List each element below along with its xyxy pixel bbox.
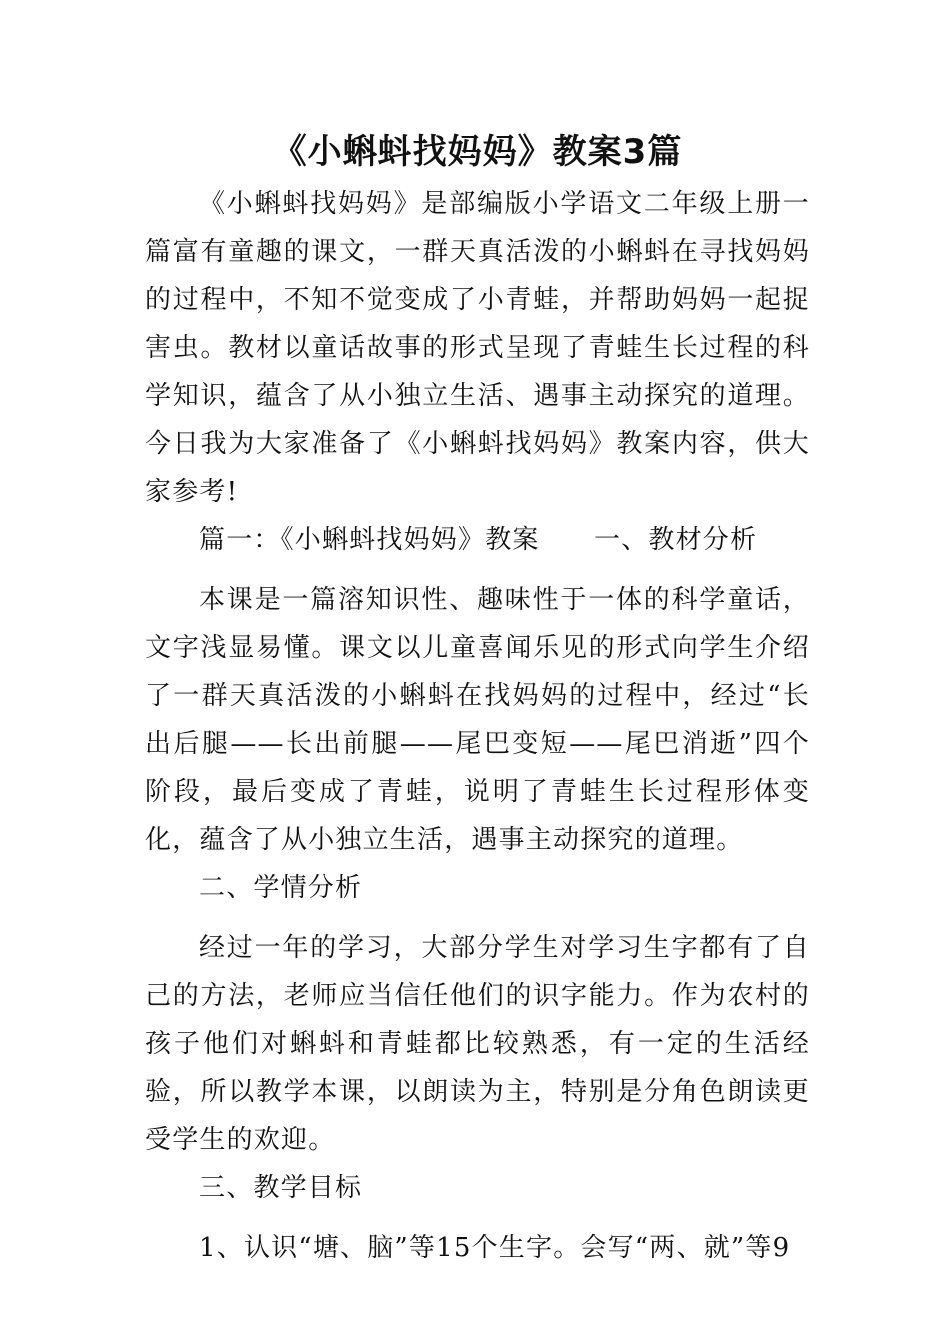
section-three-item-one: 1、认识“塘、脑”等15个生字。会写“两、就”等9 xyxy=(199,1233,791,1263)
section-two-heading: 二、学情分析 xyxy=(199,873,363,903)
section-one-paragraph: 本课是一篇溶知识性、趣味性于一体的科学童话，文字浅显易懂。课文以儿童喜闻乐见的形式向学生介绍了一群天真活泼的小蝌蚪在找妈妈的过程中，经过“长出后腿——长出前腿——尾巴变短——尾巴消逝”四个阶段，最后变成了青蛙，说明了青蛙生长过程形体变化，蕴含了从小独立生活，遇事主动探究的道理。 xyxy=(145,585,810,855)
document-title: 《小蝌蚪找妈妈》教案3篇 xyxy=(272,132,683,172)
intro-paragraph: 《小蝌蚪找妈妈》是部编版小学语文二年级上册一篇富有童趣的课文，一群天真活泼的小蝌蚪在寻找妈妈的过程中，不知不觉变成了小青蛙，并帮助妈妈一起捉害虫。教材以童话故事的形式呈现了青蛙生长过程的科学知识，蕴含了从小独立生活、遇事主动探究的道理。今日我为大家准备了《小蝌蚪找妈妈》教案内容，供大家参考! xyxy=(145,189,810,507)
section-three-heading: 三、教学目标 xyxy=(199,1173,363,1203)
section-one-heading: 篇一：《小蝌蚪找妈妈》教案 一、教材分析 xyxy=(199,525,758,555)
section-two-paragraph: 经过一年的学习，大部分学生对学习生字都有了自己的方法，老师应当信任他们的识字能力。作为农村的孩子他们对蝌蚪和青蛙都比较熟悉，有一定的生活经验，所以教学本课，以朗读为主，特别是分角色朗读更受学生的欢迎。 xyxy=(145,933,810,1155)
